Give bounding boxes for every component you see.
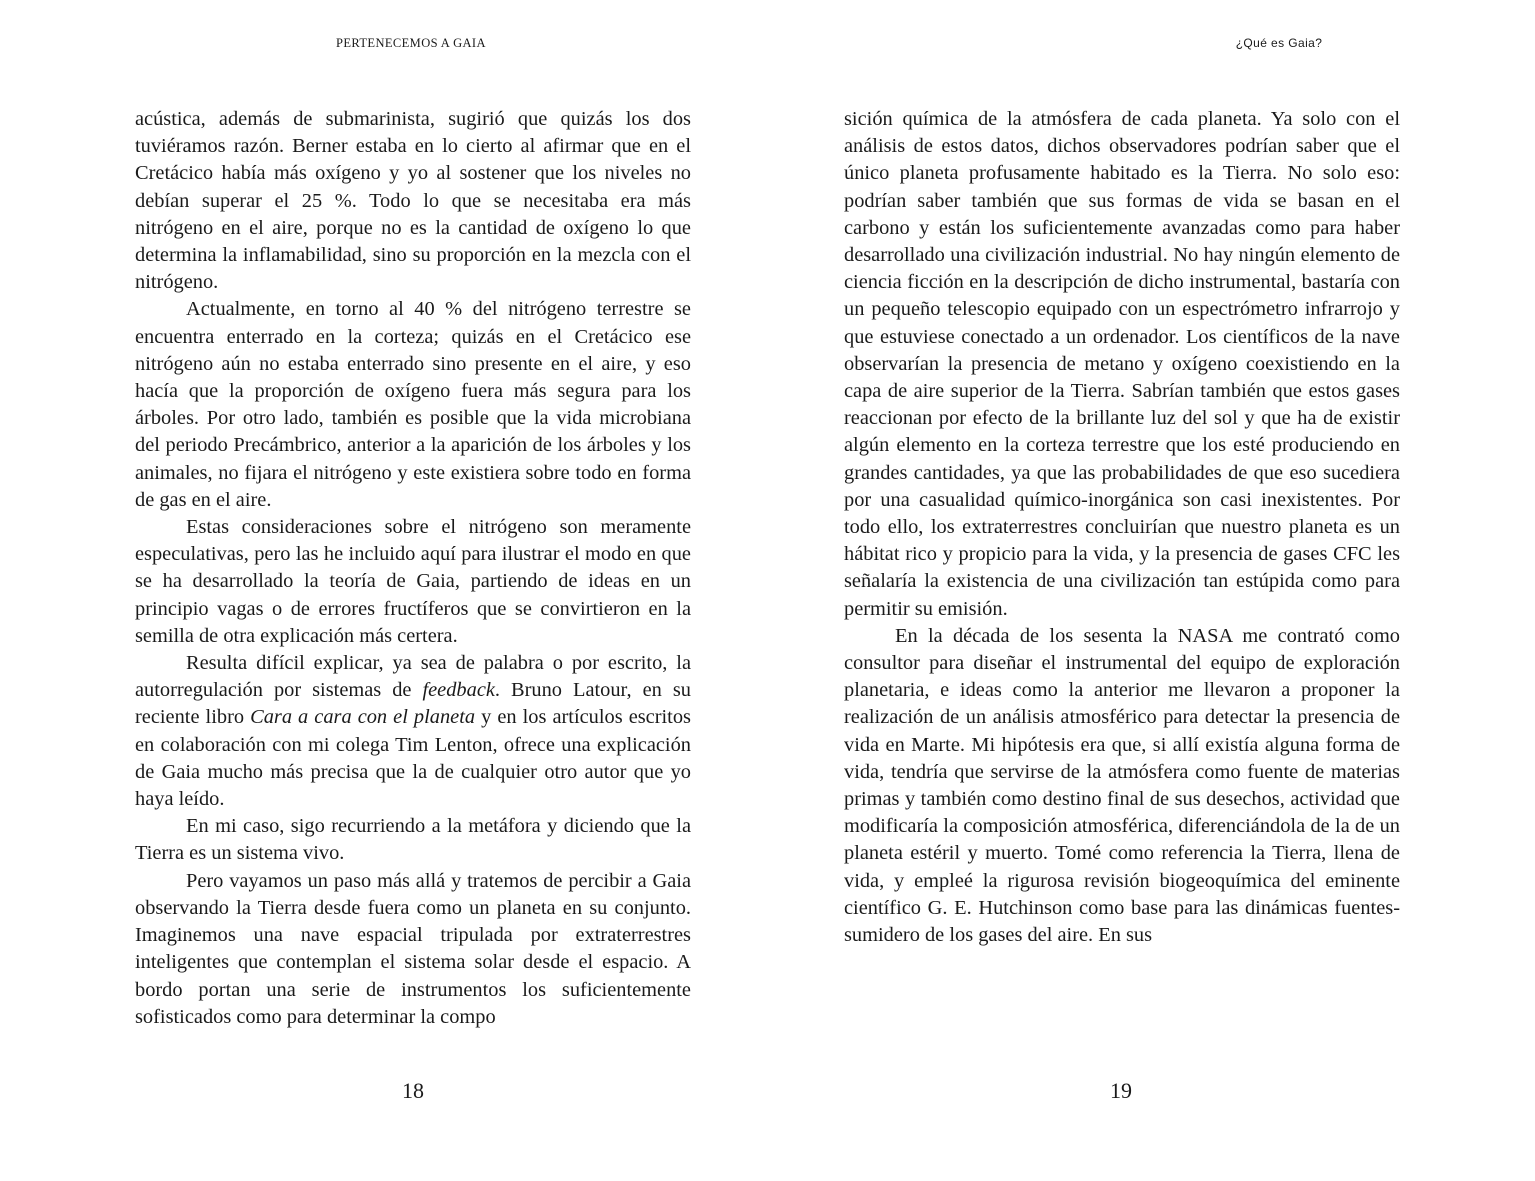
page-number-right: 19 <box>1110 1078 1132 1103</box>
paragraph-5 <box>135 813 691 867</box>
paragraph-text: En mi caso, sigo recurriendo a la metáfora y diciendo que la Tierra es un sistema vivo. <box>135 815 691 865</box>
paragraph-text: sición química de la atmósfera de cada planeta. Ya solo con el análisis de estos datos, dichos observadores podrían saber que el único planeta profusamente habitado es la Tierra. No solo eso: podrían saber también que sus formas de vida se basan en el carbono y están los suficientemente avanzadas como para haber desarrollado una civilización industrial. No hay ningún elemento de ciencia ficción en la descripción de dicho instrumental, bastaría con un pequeño telescopio equipado con un espectrómetro infrarrojo y que estuviese conectado a un ordenador. Los científicos de la nave observarían la presencia de metano y oxígeno coexistiendo en la capa de aire superior de la Tierra. Sabrían también que estos gases reaccionan por efecto de la brillante luz del sol y que ha de existir algún elemento en la corteza terrestre que los esté produciendo en grandes cantidades, ya que las probabilidades de que eso sucediera por una casualidad químico-inorgánica son casi inexistentes. Por todo ello, los extraterrestres concluirían que nuestro planeta es un hábitat rico y propicio para la vida, y la presencia de gases CFC les señalaría la existencia de una civilización tan estúpida como para permitir su emisión. <box>844 108 1400 620</box>
paragraph-text: Resulta difícil explicar, ya sea de palabra o por escrito, la autorregulación por sistemas de <box>135 652 691 702</box>
running-head-right: ¿Qué es Gaia? <box>1235 36 1323 50</box>
running-head-left: PERTENECEMOS A GAIA <box>336 36 486 50</box>
italic-term-feedback: feedback <box>422 679 495 702</box>
paragraph-text: Pero vayamos un paso más allá y tratemos de percibir a Gaia observando la Tierra desde fuera como un planeta en su conjunto. Imaginemos una nave espacial tripulada por extraterrestres inteligentes que contemplan el sistema solar desde el espacio. A bordo portan una serie de instrumentos los suficientemente sofisticados como para determinar la compo <box>135 869 691 1028</box>
paragraph-text: En la década de los sesenta la NASA me contrató como consultor para diseñar el instrumental del equipo de exploración planetaria, e ideas como la anterior me llevaron a proponer la realización de un análisis atmosférico para detectar la presencia de vida en Marte. Mi hipótesis era que, si allí existía alguna forma de vida, tendría que servirse de la atmósfera como fuente de materias primas y también como destino final de sus desechos, actividad que modificaría la composición atmosférica, diferenciándola de la de un planeta estéril y muerto. Tomé como referencia la Tierra, llena de vida, y empleé la rigurosa revisión biogeoquímica del eminente científico G. E. Hutchinson como base para las dinámicas fuentes-sumidero de los gases del aire. En sus <box>844 624 1400 947</box>
paragraph-1 <box>844 106 1400 623</box>
paragraph-6 <box>135 868 691 1031</box>
left-page <box>0 0 767 1181</box>
page-number-left: 18 <box>402 1078 424 1103</box>
paragraph-2 <box>844 623 1400 949</box>
paragraph-3 <box>135 514 691 650</box>
left-page-body <box>135 106 691 1031</box>
paragraph-text: acústica, además de submarinista, sugirió que quizás los dos tuviéramos razón. Berner estaba en lo cierto al afirmar que en el Cretácico había más oxígeno y yo al sostener que los niveles no debían superar el 25 %. Todo lo que se necesitaba era más nitrógeno en el aire, porque no es la cantidad de oxígeno lo que determina la inflamabilidad, sino su proporción en la mezcla con el nitrógeno. <box>135 108 691 294</box>
italic-book-title: Cara a cara con el planeta <box>250 706 476 729</box>
right-page <box>768 0 1535 1181</box>
paragraph-text: . Bruno Latour, en su reciente libro <box>135 679 691 729</box>
paragraph-1 <box>135 106 691 296</box>
paragraph-4 <box>135 650 691 813</box>
paragraph-2 <box>135 296 691 514</box>
right-page-body <box>844 106 1400 949</box>
paragraph-text: y en los artículos escritos en colaboración con mi colega Tim Lenton, ofrece una explicación de Gaia mucho más precisa que la de cualquier otro autor que yo haya leído. <box>135 706 691 811</box>
paragraph-text: Estas consideraciones sobre el nitrógeno son meramente especulativas, pero las he incluido aquí para ilustrar el modo en que se ha desarrollado la teoría de Gaia, partiendo de ideas en un principio vagas o de errores fructíferos que se convirtieron en la semilla de otra explicación más certera. <box>135 516 691 647</box>
paragraph-text: Actualmente, en torno al 40 % del nitrógeno terrestre se encuentra enterrado en la corteza; quizás en el Cretácico ese nitrógeno aún no estaba enterrado sino presente en el aire, y eso hacía que la proporción de oxígeno fuera más segura para los árboles. Por otro lado, también es posible que la vida microbiana del periodo Precámbrico, anterior a la aparición de los árboles y los animales, no fijara el nitrógeno y este existiera sobre todo en forma de gas en el aire. <box>135 298 691 511</box>
